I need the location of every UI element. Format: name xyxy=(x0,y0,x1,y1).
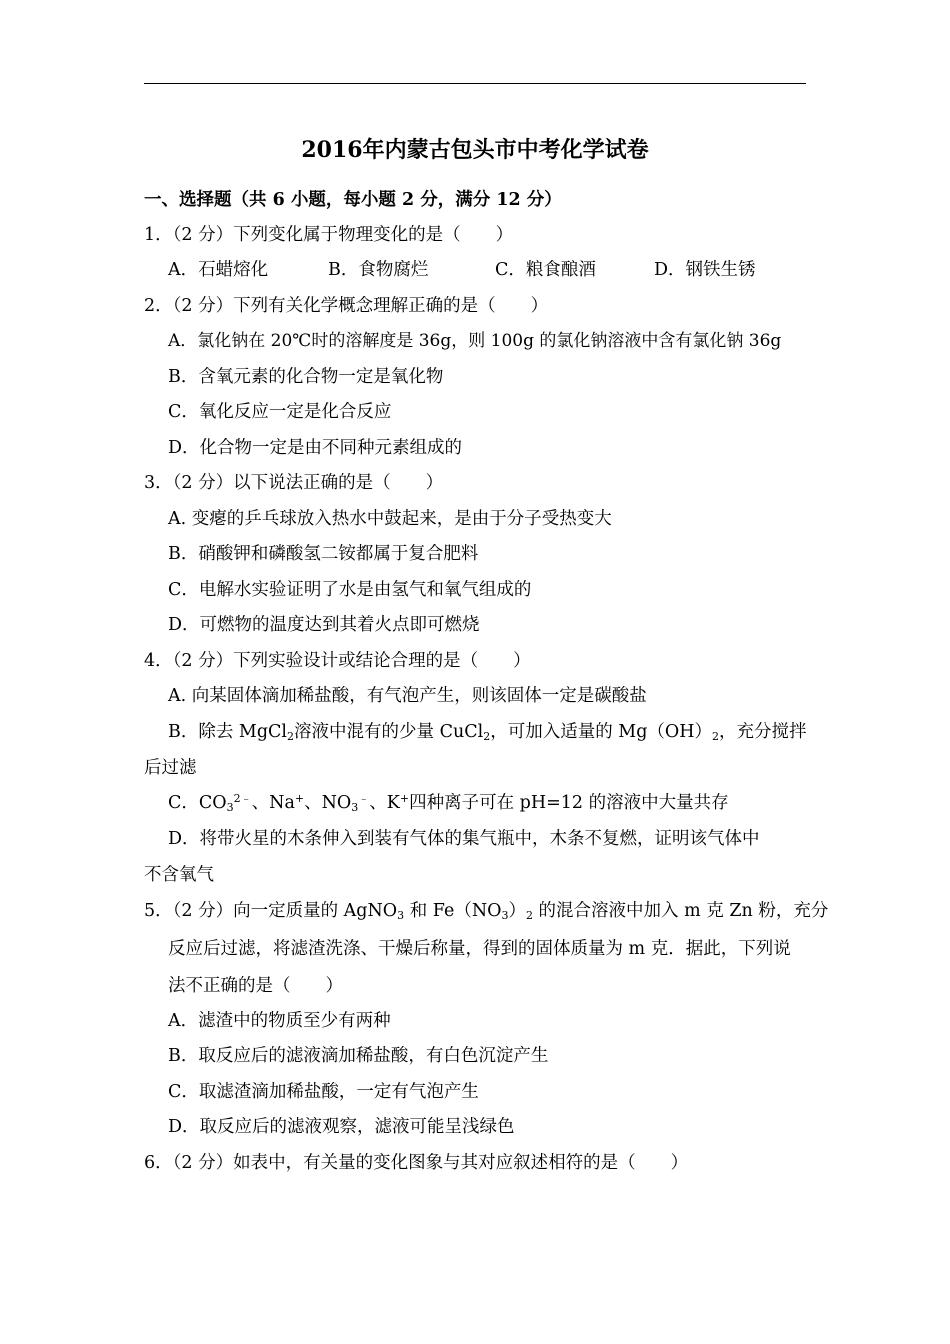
question-4-option-b: B．除去 MgCl$_2$溶液中混有的少量 CuCl$_2$，可加入适量的 $Mg(OH)_2$，充分搅拌 xyxy=(168,722,807,743)
question-5-stem-line-3: 法不正确的是（ ） xyxy=(168,976,343,996)
question-4-option-a: A. 向某固体滴加稀盐酸，有气泡产生，则该固体一定是碳酸盐 xyxy=(168,686,647,706)
question-2-option-a: A．氯化钠在 20℃时的溶解度是 36g，则 100g 的氯化钠溶液中含有氯化钠 36g xyxy=(168,331,782,351)
question-2-option-d: D．化合物一定是由不同种元素组成的 xyxy=(168,438,463,458)
question-5-stem-line-2: 反应后过滤，将滤渣洗涤、干燥后称量，得到的固体质量为 m 克．据此，下列说 xyxy=(168,939,791,959)
question-3-stem: 3．（2 分）以下说法正确的是（ ） xyxy=(144,473,444,493)
question-6-stem: 6．（2 分）如表中，有关量的变化图象与其对应叙述相符的是（ ） xyxy=(144,1153,689,1173)
question-5-option-a: A．滤渣中的物质至少有两种 xyxy=(168,1011,391,1031)
question-1-stem: 1．（2 分）下列变化属于物理变化的是（ ） xyxy=(144,225,514,245)
question-4-option-c: C．$CO_3^{2﹣}$、Na+、$NO_3^﹣$、K+四种离子可在 pH=12 的溶液中大量共存 xyxy=(168,792,729,814)
question-5-stem: 5．（2 分）向一定质量的 AgNO$_3$ 和 $Fe(NO_3)_2$ 的混合溶液中加入 m 克 Zn 粉，充分 xyxy=(144,901,829,922)
question-3-option-c: C．电解水实验证明了水是由氢气和氧气组成的 xyxy=(168,580,532,600)
question-4-stem: 4．（2 分）下列实验设计或结论合理的是（ ） xyxy=(144,651,531,671)
header-rule xyxy=(144,83,806,84)
section-heading: 一、选择题（共 6 小题，每小题 2 分，满分 12 分） xyxy=(144,190,562,210)
question-1-option-a: A．石蜡熔化 xyxy=(168,260,269,280)
question-5-option-b: B．取反应后的滤液滴加稀盐酸，有白色沉淀产生 xyxy=(168,1046,549,1066)
question-2-stem: 2．（2 分）下列有关化学概念理解正确的是（ ） xyxy=(144,296,549,316)
question-4-option-b-continued: 后过滤 xyxy=(144,758,197,778)
question-3-option-a: A. 变瘪的乒乓球放入热水中鼓起来，是由于分子受热变大 xyxy=(168,509,612,529)
question-1-option-d: D．钢铁生锈 xyxy=(654,260,756,280)
question-2-option-b: B．含氧元素的化合物一定是氧化物 xyxy=(168,367,444,387)
question-1-options xyxy=(168,257,788,283)
question-3-option-b: B．硝酸钾和磷酸氢二铵都属于复合肥料 xyxy=(168,544,479,564)
question-3-option-d: D．可燃物的温度达到其着火点即可燃烧 xyxy=(168,615,480,635)
question-1-option-c: C．粮食酿酒 xyxy=(495,260,596,280)
question-5-option-d: D．取反应后的滤液观察，滤液可能呈浅绿色 xyxy=(168,1117,515,1137)
question-5-option-c: C．取滤渣滴加稀盐酸，一定有气泡产生 xyxy=(168,1082,479,1102)
page-title: 2016年内蒙古包头市中考化学试卷 xyxy=(301,137,649,163)
question-4-option-d: D．将带火星的木条伸入到装有气体的集气瓶中，木条不复燃，证明该气体中 xyxy=(168,829,760,849)
question-2-option-c: C．氧化反应一定是化合反应 xyxy=(168,402,392,422)
question-4-option-d-continued: 不含氧气 xyxy=(144,865,214,885)
question-1-option-b: B．食物腐烂 xyxy=(328,260,429,280)
